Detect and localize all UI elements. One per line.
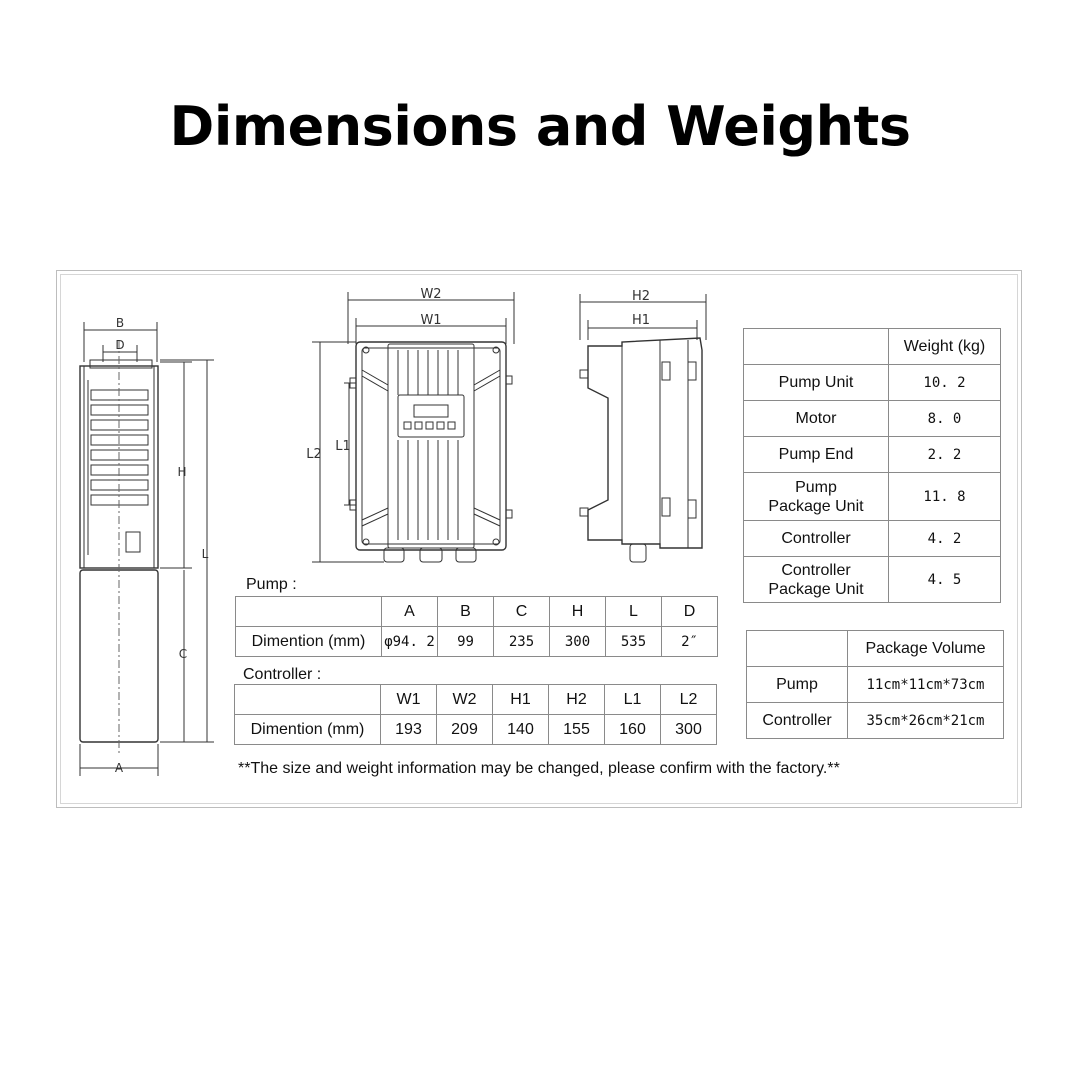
label-l: L xyxy=(201,547,209,561)
table-cell: Motor xyxy=(744,401,889,437)
table-cell: 140 xyxy=(493,715,549,745)
table-cell: D xyxy=(662,597,718,627)
table-cell xyxy=(236,597,382,627)
table-row xyxy=(747,703,1004,739)
table-cell: Pump Package Unit xyxy=(744,473,889,521)
label-a: A xyxy=(114,761,124,775)
table-row xyxy=(744,521,1001,557)
table-cell: 160 xyxy=(605,715,661,745)
label-c: C xyxy=(178,647,188,661)
table-cell: Dimention (mm) xyxy=(235,715,381,745)
table-cell: 300 xyxy=(661,715,717,745)
label-l2: L2 xyxy=(306,447,322,462)
table-cell: Controller xyxy=(747,703,848,739)
table-cell: 99 xyxy=(438,627,494,657)
disclaimer-note: **The size and weight information may be changed, please confirm with the factory.** xyxy=(238,760,840,777)
pump-drawing xyxy=(80,322,214,776)
table-cell: 2″ xyxy=(662,627,718,657)
table-row xyxy=(744,365,1001,401)
weight-header: Weight (kg) xyxy=(889,329,1001,365)
label-h1: H1 xyxy=(631,313,651,328)
table-row xyxy=(744,557,1001,603)
controller-dimension-table xyxy=(234,684,717,745)
controller-side-drawing xyxy=(580,294,706,562)
label-w1: W1 xyxy=(420,313,442,328)
table-row xyxy=(744,437,1001,473)
table-cell: φ94. 2 xyxy=(382,627,438,657)
pump-dimension-table xyxy=(235,596,718,657)
table-cell: 535 xyxy=(606,627,662,657)
table-cell: Controller xyxy=(744,521,889,557)
table-cell: 193 xyxy=(381,715,437,745)
controller-table-label: Controller : xyxy=(243,666,322,683)
table-row xyxy=(744,329,1001,365)
table-cell: 35cm*26cm*21cm xyxy=(848,703,1004,739)
table-cell: Dimention (mm) xyxy=(236,627,382,657)
table-cell: Pump End xyxy=(744,437,889,473)
label-d: D xyxy=(115,338,125,352)
table-cell: Controller Package Unit xyxy=(744,557,889,603)
table-cell xyxy=(747,631,848,667)
table-cell: 2. 2 xyxy=(889,437,1001,473)
page-title: Dimensions and Weights xyxy=(169,95,911,158)
table-cell: H2 xyxy=(549,685,605,715)
table-cell: 4. 2 xyxy=(889,521,1001,557)
table-cell: W2 xyxy=(437,685,493,715)
table-cell: L1 xyxy=(605,685,661,715)
table-cell: 235 xyxy=(494,627,550,657)
table-row xyxy=(236,627,718,657)
table-cell: 8. 0 xyxy=(889,401,1001,437)
table-cell: C xyxy=(494,597,550,627)
package-volume-table xyxy=(746,630,1004,739)
table-cell: A xyxy=(382,597,438,627)
table-cell xyxy=(235,685,381,715)
table-row xyxy=(235,715,717,745)
table-cell: L2 xyxy=(661,685,717,715)
table-cell: H1 xyxy=(493,685,549,715)
weight-table xyxy=(743,328,1001,603)
table-cell: L xyxy=(606,597,662,627)
table-row xyxy=(747,631,1004,667)
table-cell: 209 xyxy=(437,715,493,745)
table-row xyxy=(747,667,1004,703)
table-cell: 4. 5 xyxy=(889,557,1001,603)
table-cell xyxy=(744,329,889,365)
table-cell: 155 xyxy=(549,715,605,745)
volume-header: Package Volume xyxy=(848,631,1004,667)
table-cell: B xyxy=(438,597,494,627)
table-cell: W1 xyxy=(381,685,437,715)
table-cell: Pump Unit xyxy=(744,365,889,401)
label-h2: H2 xyxy=(631,289,651,304)
label-h: H xyxy=(177,465,187,479)
label-b: B xyxy=(115,316,125,330)
table-cell: H xyxy=(550,597,606,627)
table-cell: 11cm*11cm*73cm xyxy=(848,667,1004,703)
table-row xyxy=(744,401,1001,437)
table-cell: 300 xyxy=(550,627,606,657)
pump-table-label: Pump : xyxy=(246,576,297,593)
table-row xyxy=(236,597,718,627)
label-l1: L1 xyxy=(335,439,351,454)
table-cell: Pump xyxy=(747,667,848,703)
table-row xyxy=(744,473,1001,521)
controller-front-drawing xyxy=(312,292,514,562)
table-row xyxy=(235,685,717,715)
label-w2: W2 xyxy=(420,287,442,302)
table-cell: 11. 8 xyxy=(889,473,1001,521)
table-cell: 10. 2 xyxy=(889,365,1001,401)
